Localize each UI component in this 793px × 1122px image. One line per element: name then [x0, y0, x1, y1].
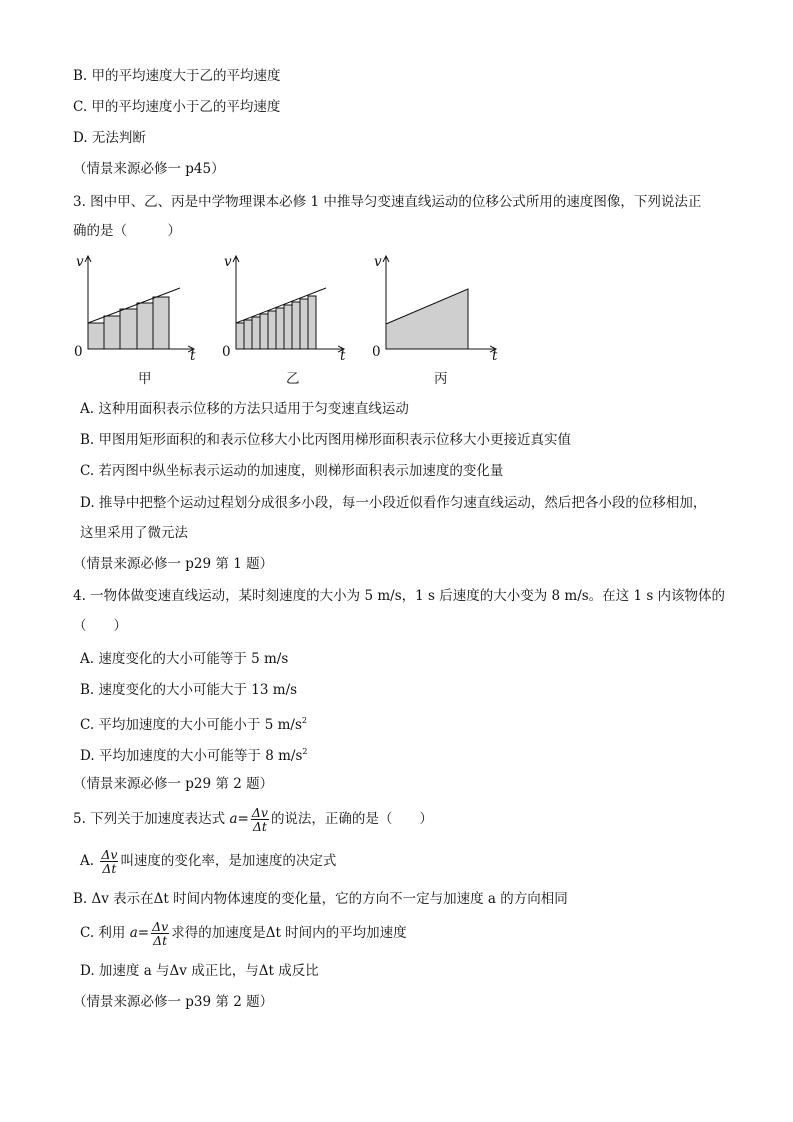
q2-option-b: B. 甲的平均速度大于乙的平均速度 — [73, 68, 281, 84]
q4-option-a: A. 速度变化的大小可能等于 5 m/s — [80, 651, 289, 667]
q4-source: （情景来源必修一 p29 第 2 题） — [73, 776, 274, 792]
q3-source: （情景来源必修一 p29 第 1 题） — [73, 556, 274, 572]
q4-option-c-text: C. 平均加速度的大小可能小于 5 m/s — [80, 717, 302, 733]
fraction-denominator: Δt — [252, 819, 267, 834]
origin-label-jia: 0 — [74, 344, 83, 360]
q4-stem-line2: （ ） — [73, 618, 127, 634]
q4-stem-line1: 4. 一物体做变速直线运动，某时刻速度的大小为 5 m/s，1 s 后速度的大小变为 8 m/s。在这 1 s 内该物体的 — [73, 588, 726, 604]
q2-source: （情景来源必修一 p45） — [73, 161, 225, 177]
q5-stem-fraction — [251, 806, 269, 833]
q4-option-d-text: D. 平均加速度的大小可能等于 8 m/s — [80, 748, 303, 764]
graph-bing — [386, 256, 496, 349]
origin-label-yi: 0 — [222, 344, 231, 360]
q5-option-c-post: 求得的加速度是Δt 时间内的平均加速度 — [171, 925, 407, 941]
fraction-denominator: Δt — [102, 861, 117, 876]
q2-option-d: D. 无法判断 — [73, 130, 146, 146]
q5-option-d: D. 加速度 a 与Δv 成正比，与Δt 成反比 — [80, 963, 319, 979]
axis-t-label-bing: t — [492, 348, 498, 364]
axis-t-label-jia: t — [190, 348, 196, 364]
q5-stem-post: 的说法，正确的是（ ） — [270, 811, 433, 827]
q4-option-c — [80, 712, 307, 734]
q5-option-c-fraction — [151, 920, 169, 947]
graph-yi — [236, 256, 344, 349]
q5-stem — [73, 804, 433, 834]
axis-t-label-yi: t — [340, 348, 346, 364]
q4-option-d — [80, 743, 307, 765]
q5-option-b: B. Δv 表示在Δt 时间内物体速度的变化量，它的方向不一定与加速度 a 的方向相同 — [73, 891, 568, 907]
fraction-numerator: Δv — [101, 847, 118, 862]
q5-option-a-pre: A. — [80, 853, 99, 869]
q5-option-c-a-eq: a= — [129, 925, 150, 941]
origin-label-bing: 0 — [372, 344, 381, 360]
q3-option-d-line2: 这里采用了微元法 — [80, 525, 188, 541]
q5-source: （情景来源必修一 p39 第 2 题） — [73, 994, 274, 1010]
graph-jia — [88, 256, 194, 349]
axis-v-label-bing: v — [374, 254, 382, 270]
q4-option-c-sup: 2 — [301, 716, 307, 725]
q5-option-a-post: 叫速度的变化率，是加速度的决定式 — [120, 853, 337, 869]
q3-stem-line2: 确的是（ ） — [73, 223, 181, 239]
q5-stem-a-eq: a= — [229, 811, 249, 827]
graph-label-bing: 丙 — [434, 371, 448, 387]
fraction-denominator: Δt — [153, 933, 168, 948]
q3-option-c: C. 若丙图中纵坐标表示运动的加速度，则梯形面积表示加速度的变化量 — [80, 463, 504, 479]
q3-stem-line1: 3. 图中甲、乙、丙是中学物理课本必修 1 中推导匀变速直线运动的位移公式所用的速度图像，下列说法正 — [73, 194, 702, 210]
q5-option-a — [80, 846, 336, 876]
graph-label-jia: 甲 — [138, 371, 152, 387]
fraction-numerator: Δv — [251, 805, 268, 820]
q5-option-a-fraction — [100, 848, 118, 875]
axis-v-label-yi: v — [224, 254, 232, 270]
q3-option-a: A. 这种用面积表示位移的方法只适用于匀变速直线运动 — [80, 401, 409, 417]
q4-option-d-sup: 2 — [302, 747, 308, 756]
axis-v-label-jia: v — [76, 254, 84, 270]
q2-option-c: C. 甲的平均速度小于乙的平均速度 — [73, 99, 281, 115]
fraction-numerator: Δv — [152, 919, 169, 934]
graph-label-yi: 乙 — [286, 371, 300, 387]
velocity-time-graphs — [68, 252, 508, 364]
q4-option-b: B. 速度变化的大小可能大于 13 m/s — [80, 682, 298, 698]
q3-option-b: B. 甲图用矩形面积的和表示位移大小比丙图用梯形面积表示位移大小更接近真实值 — [80, 432, 572, 448]
q5-stem-pre: 5. 下列关于加速度表达式 — [73, 811, 230, 827]
q3-option-d-line1: D. 推导中把整个运动过程划分成很多小段，每一小段近似看作匀速直线运动，然后把各小段的位移相加， — [80, 495, 707, 511]
q3-velocity-graphs — [68, 252, 508, 392]
q5-option-c-pre: C. 利用 — [80, 925, 130, 941]
q5-option-c — [80, 918, 407, 948]
